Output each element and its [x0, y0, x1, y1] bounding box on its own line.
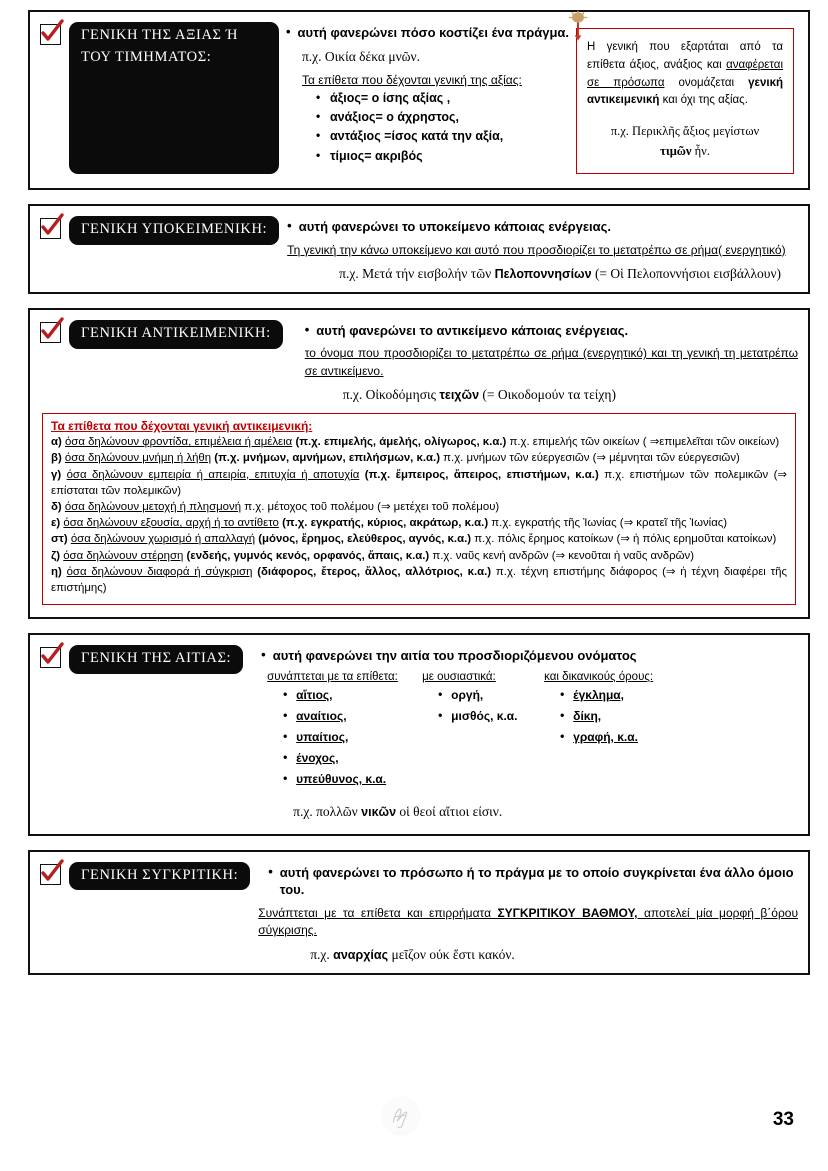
note-part-e: και όχι της αξίας.: [659, 94, 748, 107]
note-bold-term: γενική αντικειμενική: [587, 76, 784, 107]
definition-text: αυτή φανερώνει την αιτία του προσδιοριζόμενου ονόματος: [272, 648, 637, 664]
row-underlined: όσα δηλώνουν στέρηση: [63, 549, 184, 562]
rule-note: το όνομα που προσδιορίζει το μετατρέπω σε ρήμα (ενεργητικό) και τη γενική τη μετατρέπω σε αντικείμενο.: [304, 346, 798, 378]
note-example-2: [587, 142, 783, 161]
example-bold: Πελοποννησίων: [494, 266, 592, 281]
rule-note: Τη γενική την κάνω υποκείμενο και αυτό που προσδιορίζει το μετατρέπω σε ρήμα( ενεργητικό): [287, 242, 786, 257]
section-genikh-ths-aksias: [28, 10, 810, 190]
row-underlined: όσα δηλώνουν εξουσία, αρχή ή το αντίθετο: [63, 517, 279, 530]
checked-checkbox-icon: [40, 24, 61, 45]
row-bold: (π.χ. επιμελής, άμελής, ολίγωρος, κ.α.): [295, 436, 507, 449]
example-text: π.χ. Οικία δέκα μνῶν.: [301, 48, 421, 64]
redlist-row: [51, 548, 787, 564]
list-item: • υπεύθυνος, κ.α.: [283, 769, 422, 790]
row-rest: π.χ. τέχνη επιστήμης διάφορος (⇒ ἡ τέχνη διαφέρει τῆς επιστήμης): [51, 565, 787, 594]
row-underlined: όσα δηλώνουν μετοχή ή πλησμονή: [64, 501, 242, 514]
section-genikh-sygkritikh: [28, 850, 810, 975]
section-genikh-antikeimenikh: [28, 308, 810, 619]
redlist-row: [51, 564, 787, 596]
redlist-title: Τα επίθετα που δέχονται γενική αντικειμενική:: [51, 419, 313, 434]
rule-note: [258, 905, 798, 940]
note-underlined: αναφέρεται σε πρόσωπα: [587, 58, 784, 89]
row-underlined: όσα δηλώνουν εμπειρία ή απειρία, επιτυχία ή αποτυχία: [66, 468, 360, 481]
example-pre: π.χ. πολλῶν: [293, 803, 362, 819]
row-bold: (μόνος, ἔρημος, ελεύθερος, αγνός, κ.α.): [258, 533, 472, 546]
example-text: [339, 266, 798, 282]
redlist-row: [51, 499, 787, 515]
note-part-d: ονομάζεται: [664, 76, 749, 89]
checked-checkbox-icon: [40, 647, 61, 668]
list-item: • τίμιος= ακριβός: [316, 147, 572, 166]
redlist-row: [51, 450, 787, 466]
example-text: [310, 947, 798, 963]
row-underlined: όσα δηλώνουν μνήμη ή λήθη: [64, 452, 212, 465]
example-pre: π.χ. Μετά τήν εισβολήν τῶν: [339, 265, 495, 281]
column-list: [422, 685, 544, 727]
example-bold: αναρχίας: [333, 947, 389, 962]
definition-text: αυτή φανερώνει το υποκείμενο κάποιας ενέργειας.: [298, 219, 612, 234]
adjective-list: [286, 89, 572, 167]
example-pre: π.χ. Οἰκοδόμησις: [342, 387, 440, 403]
column-nouns: [422, 671, 544, 790]
aitias-columns: [267, 671, 798, 790]
row-rest: π.χ. μέτοχος τοῦ πολέμου (⇒ μετέχει τοῦ πολέμου): [244, 501, 500, 514]
row-bold: (π.χ. ἔμπειρος, ἄπειρος, επιστήμων, κ.α.): [364, 468, 599, 481]
row-underlined: όσα δηλώνουν φροντίδα, επιμέλεια ή αμέλεια: [64, 436, 293, 449]
row-letter: ε): [51, 517, 61, 530]
note-bold: ΣΥΓΚΡΙΤΙΚΟΥ ΒΑΘΜΟΥ,: [497, 905, 638, 920]
section-genikh-ths-aitias: [28, 633, 810, 836]
example-post: (= Οἱ Πελοποννήσιοι εισβάλλουν): [591, 265, 782, 281]
example-text: [293, 804, 798, 820]
example-bold: νικῶν: [361, 804, 397, 819]
example-pre: π.χ.: [310, 946, 334, 962]
section-label-pill: ΓΕΝΙΚΗ ΤΗΣ ΑΙΤΙΑΣ:: [69, 645, 243, 674]
list-item: • υπαίτιος,: [283, 727, 422, 748]
section-label-pill: ΓΕΝΙΚΗ ΤΗΣ ΑΞΙΑΣ Ή ΤΟΥ ΤΙΜΗΜΑΤΟΣ:: [69, 22, 279, 174]
list-item: • ανάξιος= ο άχρηστος,: [316, 108, 572, 127]
row-rest: π.χ. ναῦς κενή ανδρῶν (⇒ κενοῦται ἡ ναῦς ανδρῶν): [432, 549, 694, 562]
example-bold: τειχῶν: [439, 388, 480, 403]
bullet-dot: •: [285, 24, 291, 39]
note-adjectives: άξιος, ανάξιος: [629, 58, 703, 71]
definition-text: αυτή φανερώνει πόσο κοστίζει ένα πράγμα.: [297, 25, 570, 40]
list-item: • μισθός, κ.α.: [438, 706, 544, 727]
example-post: (= Οικοδομούν τα τείχη): [479, 387, 616, 403]
row-rest: π.χ. επιστήμων τῶν πολεμικῶν (⇒ επίσταται τῶν πολεμικῶν): [51, 468, 787, 497]
column-heading: και δικανικούς όρους:: [544, 670, 654, 683]
row-rest: π.χ. μνήμων τῶν εύεργεσιῶν (⇒ μέμνηται τῶν εύεργεσιῶν): [443, 452, 740, 465]
list-item: • αντάξιος =ίσος κατά την αξία,: [316, 127, 572, 146]
definition-line: [287, 218, 798, 236]
note-example-bold: τιμῶν: [660, 143, 692, 158]
row-bold: (ενδεής, γυμνός κενός, ορφανός, ἄπαις, κ.α.): [186, 549, 430, 562]
pushpin-icon: [561, 9, 595, 43]
note-part-c: και: [702, 58, 727, 71]
row-letter: η): [51, 565, 62, 578]
definition-line: [305, 322, 798, 340]
bullet-dot: •: [261, 647, 266, 663]
list-item: • έγκλημα,: [560, 685, 704, 706]
section-label-pill: ΓΕΝΙΚΗ ΥΠΟΚΕΙΜΕΝΙΚΗ:: [69, 216, 279, 245]
redlist-row: [51, 531, 787, 547]
row-letter: δ): [51, 501, 62, 514]
row-underlined: όσα δηλώνουν χωρισμό ή απαλλαγή: [70, 533, 256, 546]
definition-text: αυτή φανερώνει το αντικείμενο κάποιας ενέργειας.: [316, 322, 629, 338]
list-item: • αἴτιος,: [283, 685, 422, 706]
redlist-row: [51, 467, 787, 499]
row-bold: (π.χ. εγκρατής, κύριος, ακράτωρ, κ.α.): [282, 517, 489, 530]
row-letter: α): [51, 436, 62, 449]
redlist-row: [51, 515, 787, 531]
section-label-pill: ΓΕΝΙΚΗ ΑΝΤΙΚΕΙΜΕΝΙΚΗ:: [69, 320, 283, 349]
row-letter: γ): [51, 468, 62, 481]
row-underlined: όσα δηλώνουν διαφορά ή σύγκριση: [66, 565, 253, 578]
column-heading: συνάπτεται με τα επίθετα:: [267, 670, 398, 683]
list-item: • άξιος= ο ίσης αξίας ,: [316, 89, 572, 108]
definition-line: [268, 864, 798, 899]
list-item: • οργή,: [438, 685, 544, 706]
column-legal-terms: [544, 671, 704, 790]
bullet-dot: •: [287, 218, 292, 233]
page-number: 33: [772, 1109, 794, 1130]
page-footer: [0, 1087, 828, 1157]
row-rest: π.χ. εγκρατής τῆς Ἰωνίας (⇒ κρατεῖ τῆς Ἰωνίας): [491, 517, 728, 530]
note-paragraph: [587, 39, 783, 110]
list-item: • δίκη,: [560, 706, 704, 727]
list-item: • αναίτιος,: [283, 706, 422, 727]
list-item: • ένοχος,: [283, 748, 422, 769]
definition-line: [286, 24, 572, 42]
definition-text: αυτή φανερώνει το πρόσωπο ή το πράγμα με το οποίο συγκρίνεται ένα άλλο όμοιο του.: [279, 864, 794, 898]
example-post: οἱ θεοί αἴτιοι είσιν.: [396, 803, 503, 819]
list-item: • γραφή, κ.α.: [560, 727, 704, 748]
column-adjectives: [267, 671, 422, 790]
row-letter: β): [51, 452, 62, 465]
column-list: [544, 685, 704, 748]
signature-watermark-icon: [378, 1093, 424, 1139]
note-pre: Συνάπτεται με τα επίθετα και επιρρήματα: [258, 905, 498, 920]
note-example-1: π.χ. Περικλῆς ἄξιος μεγίστων: [610, 124, 760, 139]
note-example-rest: ἦν.: [691, 143, 710, 158]
row-bold: (π.χ. μνήμων, αμνήμων, επιλήσμων, κ.α.): [214, 452, 440, 465]
adjective-categories-box: [42, 413, 796, 605]
row-rest: π.χ. επιμελής τῶν οικείων ( ⇒επιμελεῖται τῶν οικείων): [509, 436, 780, 449]
bullet-dot: •: [304, 321, 310, 337]
redlist-row: [51, 434, 787, 450]
checked-checkbox-icon: [40, 322, 61, 343]
example-text: [343, 387, 798, 403]
example-post: μεῖζον ούκ ἔστι κακόν.: [388, 946, 515, 962]
row-rest: π.χ. πόλις ἔρημος κατοίκων (⇒ ἡ πόλις ερημοῦται κατοίκων): [474, 533, 777, 546]
column-heading: με ουσιαστικά:: [422, 670, 496, 683]
inner-list-heading: Τα επίθετα που δέχονται γενική της αξίας:: [301, 72, 522, 87]
section-label-pill: ΓΕΝΙΚΗ ΣΥΓΚΡΙΤΙΚΗ:: [69, 862, 250, 891]
note-callout-box: [576, 28, 794, 174]
section-genikh-ypokeimenikh: [28, 204, 810, 294]
checked-checkbox-icon: [40, 218, 61, 239]
note-part-a: Η γενική που εξαρτάται από τα επίθετα: [587, 41, 784, 71]
note-post: αποτελεί μία μορφή β΄όρου σύγκρισης.: [258, 905, 799, 938]
checked-checkbox-icon: [40, 864, 61, 885]
row-letter: ζ): [51, 549, 61, 562]
row-bold: (διάφορος, ἔτερος, ἄλλος, αλλότριος, κ.α.): [257, 565, 492, 578]
column-list: [267, 685, 422, 790]
definition-line: [261, 647, 798, 665]
row-letter: στ): [51, 533, 68, 546]
bullet-dot: •: [268, 863, 273, 879]
